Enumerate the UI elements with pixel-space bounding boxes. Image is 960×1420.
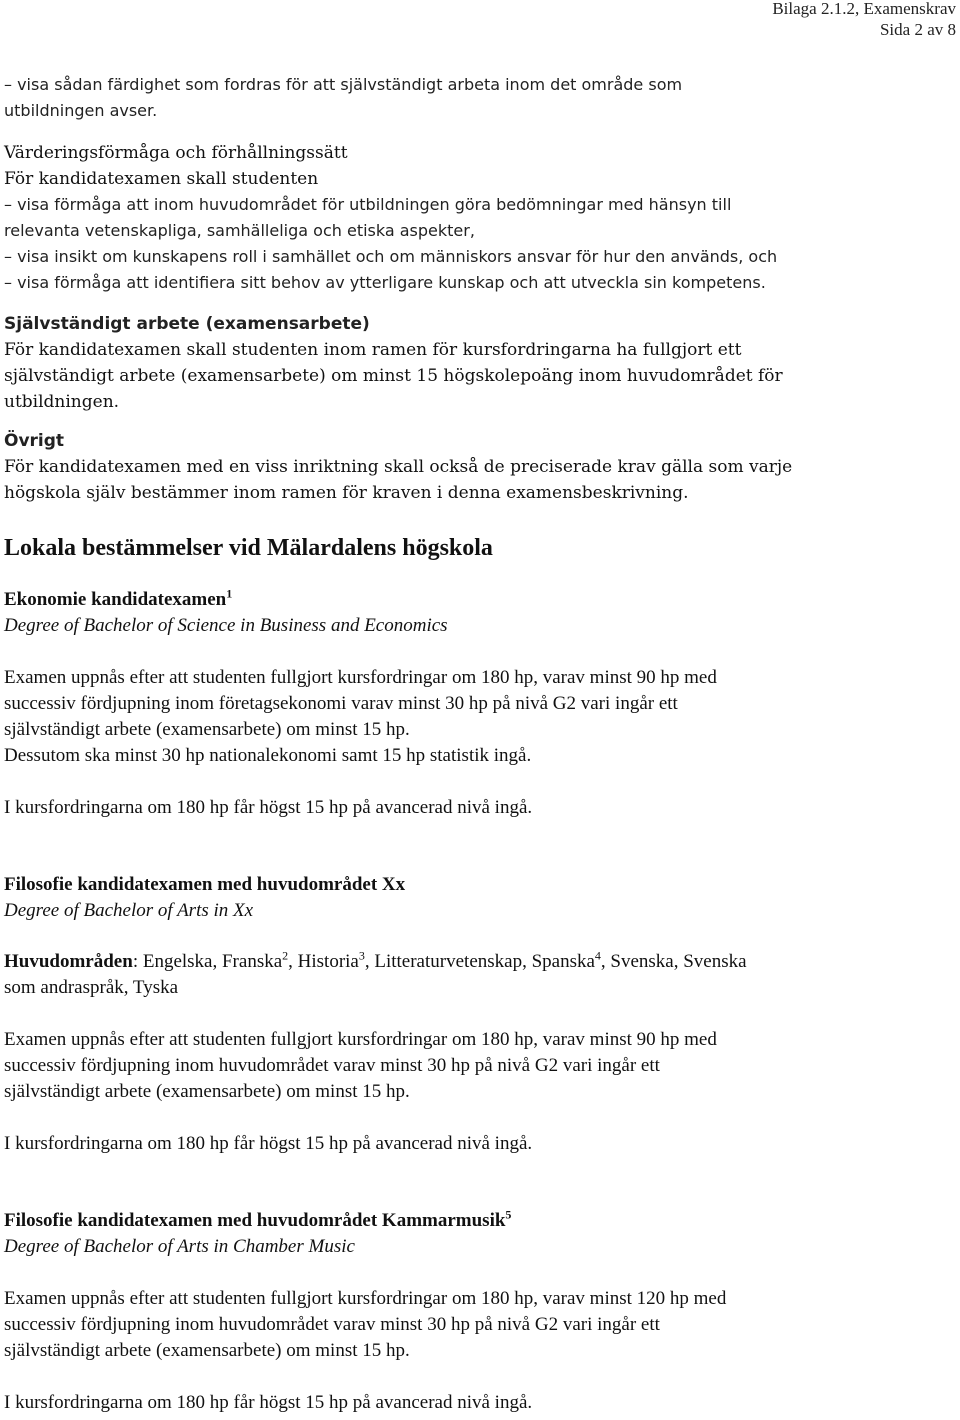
chamber-music-advanced-limit: I kursfordringarna om 180 hp får högst 15 hp på avancerad nivå ingå.: [4, 1392, 533, 1413]
other-heading: Övrigt: [4, 431, 65, 451]
values-section: [4, 140, 954, 192]
local-rules-title: Lokala bestämmelser vid Mälardalens högskola: [4, 535, 493, 561]
philosophy-xx-subtitle: Degree of Bachelor of Arts in Xx: [4, 900, 254, 921]
values-bullets: – visa förmåga att inom huvudområdet för utbildningen göra bedömningar med hänsyn till relevanta vetenskapliga, samhälleliga och etiska aspekter, – visa insikt om kunskapens roll i samhället och om människors ansvar för hur den används, och – visa förmåga att identifiera sitt behov av ytterligare kunskap och att utveckla sin kompetens.: [4, 195, 778, 292]
economics-requirements: Examen uppnås efter att studenten fullgjort kursfordringar om 180 hp, varav minst 90 hp med successiv fördjupning inom företagsekonomi varav minst 30 hp på nivå G2 vari ingår ett självständigt arbete (examensarbete) om minst 15 hp. Dessutom ska minst 30 hp nationalekonomi samt 15 hp statistik ingå.: [4, 667, 717, 766]
footnote-ref: 1: [226, 586, 233, 601]
other-paragraph: För kandidatexamen med en viss inriktning skall också de preciserade krav gälla som varje högskola själv bestämmer inom ramen för kraven i denna examensbeskrivning.: [4, 457, 793, 503]
footnote-ref: 2: [282, 948, 289, 963]
economics-subtitle: Degree of Bachelor of Science in Business and Economics: [4, 615, 448, 636]
philosophy-xx-section: [4, 872, 954, 924]
footnote-ref: 4: [594, 948, 601, 963]
values-lead: För kandidatexamen skall studenten: [4, 169, 319, 189]
chamber-music-title: Filosofie kandidatexamen med huvudområdet Kammarmusik$^5$: [4, 1207, 512, 1231]
footnote-ref: 3: [358, 948, 365, 963]
economics-advanced-limit: I kursfordringarna om 180 hp får högst 15 hp på avancerad nivå ingå.: [4, 797, 533, 818]
chamber-music-section: [4, 1208, 954, 1260]
philosophy-xx-title: Filosofie kandidatexamen med huvudområdet Xx: [4, 874, 406, 895]
footnote-ref: 5: [505, 1207, 512, 1222]
philosophy-xx-requirements: Examen uppnås efter att studenten fullgjort kursfordringar om 180 hp, varav minst 90 hp med successiv fördjupning inom huvudområdet varav minst 30 hp på nivå G2 vari ingår ett självständigt arbete (examensarbete) om minst 15 hp.: [4, 1029, 717, 1102]
chamber-music-requirements: Examen uppnås efter att studenten fullgjort kursfordringar om 180 hp, varav minst 120 hp med successiv fördjupning inom huvudområdet varav minst 30 hp på nivå G2 vari ingår ett självständigt arbete (examensarbete) om minst 15 hp.: [4, 1288, 727, 1361]
main-areas-label: Huvudområden: [4, 951, 133, 972]
chamber-music-subtitle: Degree of Bachelor of Arts in Chamber Music: [4, 1236, 355, 1257]
economics-section: [4, 587, 954, 639]
economics-title: Ekonomie kandidatexamen$^1$: [4, 586, 233, 610]
header-appendix: Bilaga 2.1.2, Examenskrav: [772, 0, 956, 18]
page-header: [772, 0, 956, 40]
intro-bullet: – visa sådan färdighet som fordras för att självständigt arbeta inom det område som utbildningen avser.: [4, 75, 683, 120]
thesis-paragraph: För kandidatexamen skall studenten inom ramen för kursfordringarna ha fullgjort ett självständigt arbete (examensarbete) om minst 15 högskolepoäng inom huvudområdet för utbildningen.: [4, 340, 783, 412]
main-areas: Huvudområden: Engelska, Franska$^2$, Historia$^3$, Litteraturvetenskap, Spanska$^4$, Svenska, Svenska som andraspråk, Tyska: [4, 948, 747, 998]
values-heading: Värderingsförmåga och förhållningssätt: [4, 143, 348, 163]
philosophy-xx-advanced-limit: I kursfordringarna om 180 hp får högst 15 hp på avancerad nivå ingå.: [4, 1133, 533, 1154]
header-page-number: Sida 2 av 8: [879, 20, 956, 39]
thesis-heading: Självständigt arbete (examensarbete): [4, 314, 370, 334]
